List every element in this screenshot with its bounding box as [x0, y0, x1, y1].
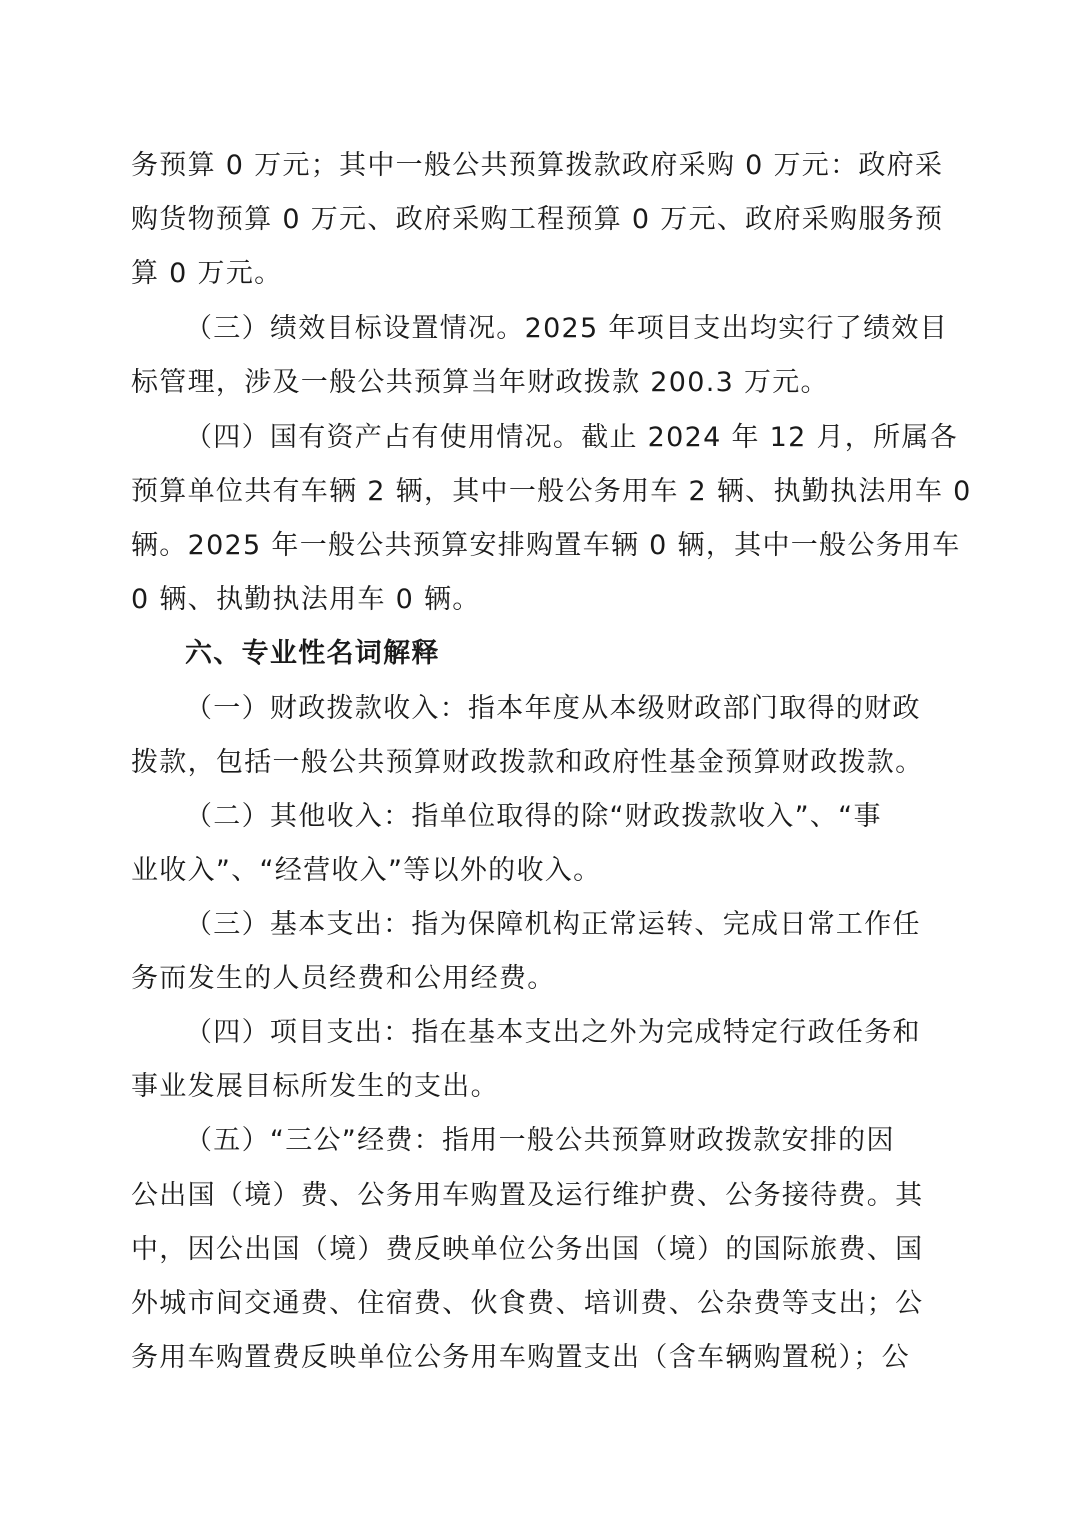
- paragraph-first-line: （四）项目支出：指在基本支出之外为完成特定行政任务和: [185, 1017, 921, 1048]
- text-line: 务而发生的人员经费和公用经费。: [131, 963, 556, 994]
- paragraph-first-line: （三）基本支出：指为保障机构正常运转、完成日常工作任: [185, 909, 921, 940]
- section-heading: 六、专业性名词解释: [185, 638, 440, 669]
- text-line: 算 0 万元。: [131, 258, 283, 289]
- text-line: 拨款，包括一般公共预算财政拨款和政府性基金预算财政拨款。: [131, 747, 924, 778]
- text-line: 公出国（境）费、公务用车购置及运行维护费、公务接待费。其: [131, 1180, 924, 1211]
- paragraph-first-line: （一）财政拨款收入：指本年度从本级财政部门取得的财政: [185, 693, 921, 724]
- text-line: 业收入”、“经营收入”等以外的收入。: [131, 855, 602, 886]
- paragraph-first-line: （二）其他收入：指单位取得的除“财政拨款收入”、“事: [185, 801, 882, 832]
- text-line: 务用车购置费反映单位公务用车购置支出（含车辆购置税）；公: [131, 1342, 910, 1373]
- text-line: 务预算 0 万元；其中一般公共预算拨款政府采购 0 万元：政府采: [131, 150, 944, 181]
- text-line: 购货物预算 0 万元、政府采购工程预算 0 万元、政府采购服务预: [131, 204, 944, 235]
- text-line: 预算单位共有车辆 2 辆，其中一般公务用车 2 辆、执勤执法用车 0: [131, 476, 972, 507]
- text-line: 0 辆、执勤执法用车 0 辆。: [131, 584, 481, 615]
- paragraph-first-line: （五）“三公”经费：指用一般公共预算财政拨款安排的因: [185, 1125, 895, 1156]
- paragraph-first-line: （四）国有资产占有使用情况。截止 2024 年 12 月，所属各: [185, 422, 958, 453]
- text-line: 中，因公出国（境）费反映单位公务出国（境）的国际旅费、国: [131, 1234, 924, 1265]
- text-line: 事业发展目标所发生的支出。: [131, 1071, 499, 1102]
- text-line: 辆。2025 年一般公共预算安排购置车辆 0 辆，其中一般公务用车: [131, 530, 961, 561]
- text-line: 外城市间交通费、住宿费、伙食费、培训费、公杂费等支出；公: [131, 1288, 924, 1319]
- paragraph-first-line: （三）绩效目标设置情况。2025 年项目支出均实行了绩效目: [185, 313, 948, 344]
- text-line: 标管理，涉及一般公共预算当年财政拨款 200.3 万元。: [131, 367, 829, 398]
